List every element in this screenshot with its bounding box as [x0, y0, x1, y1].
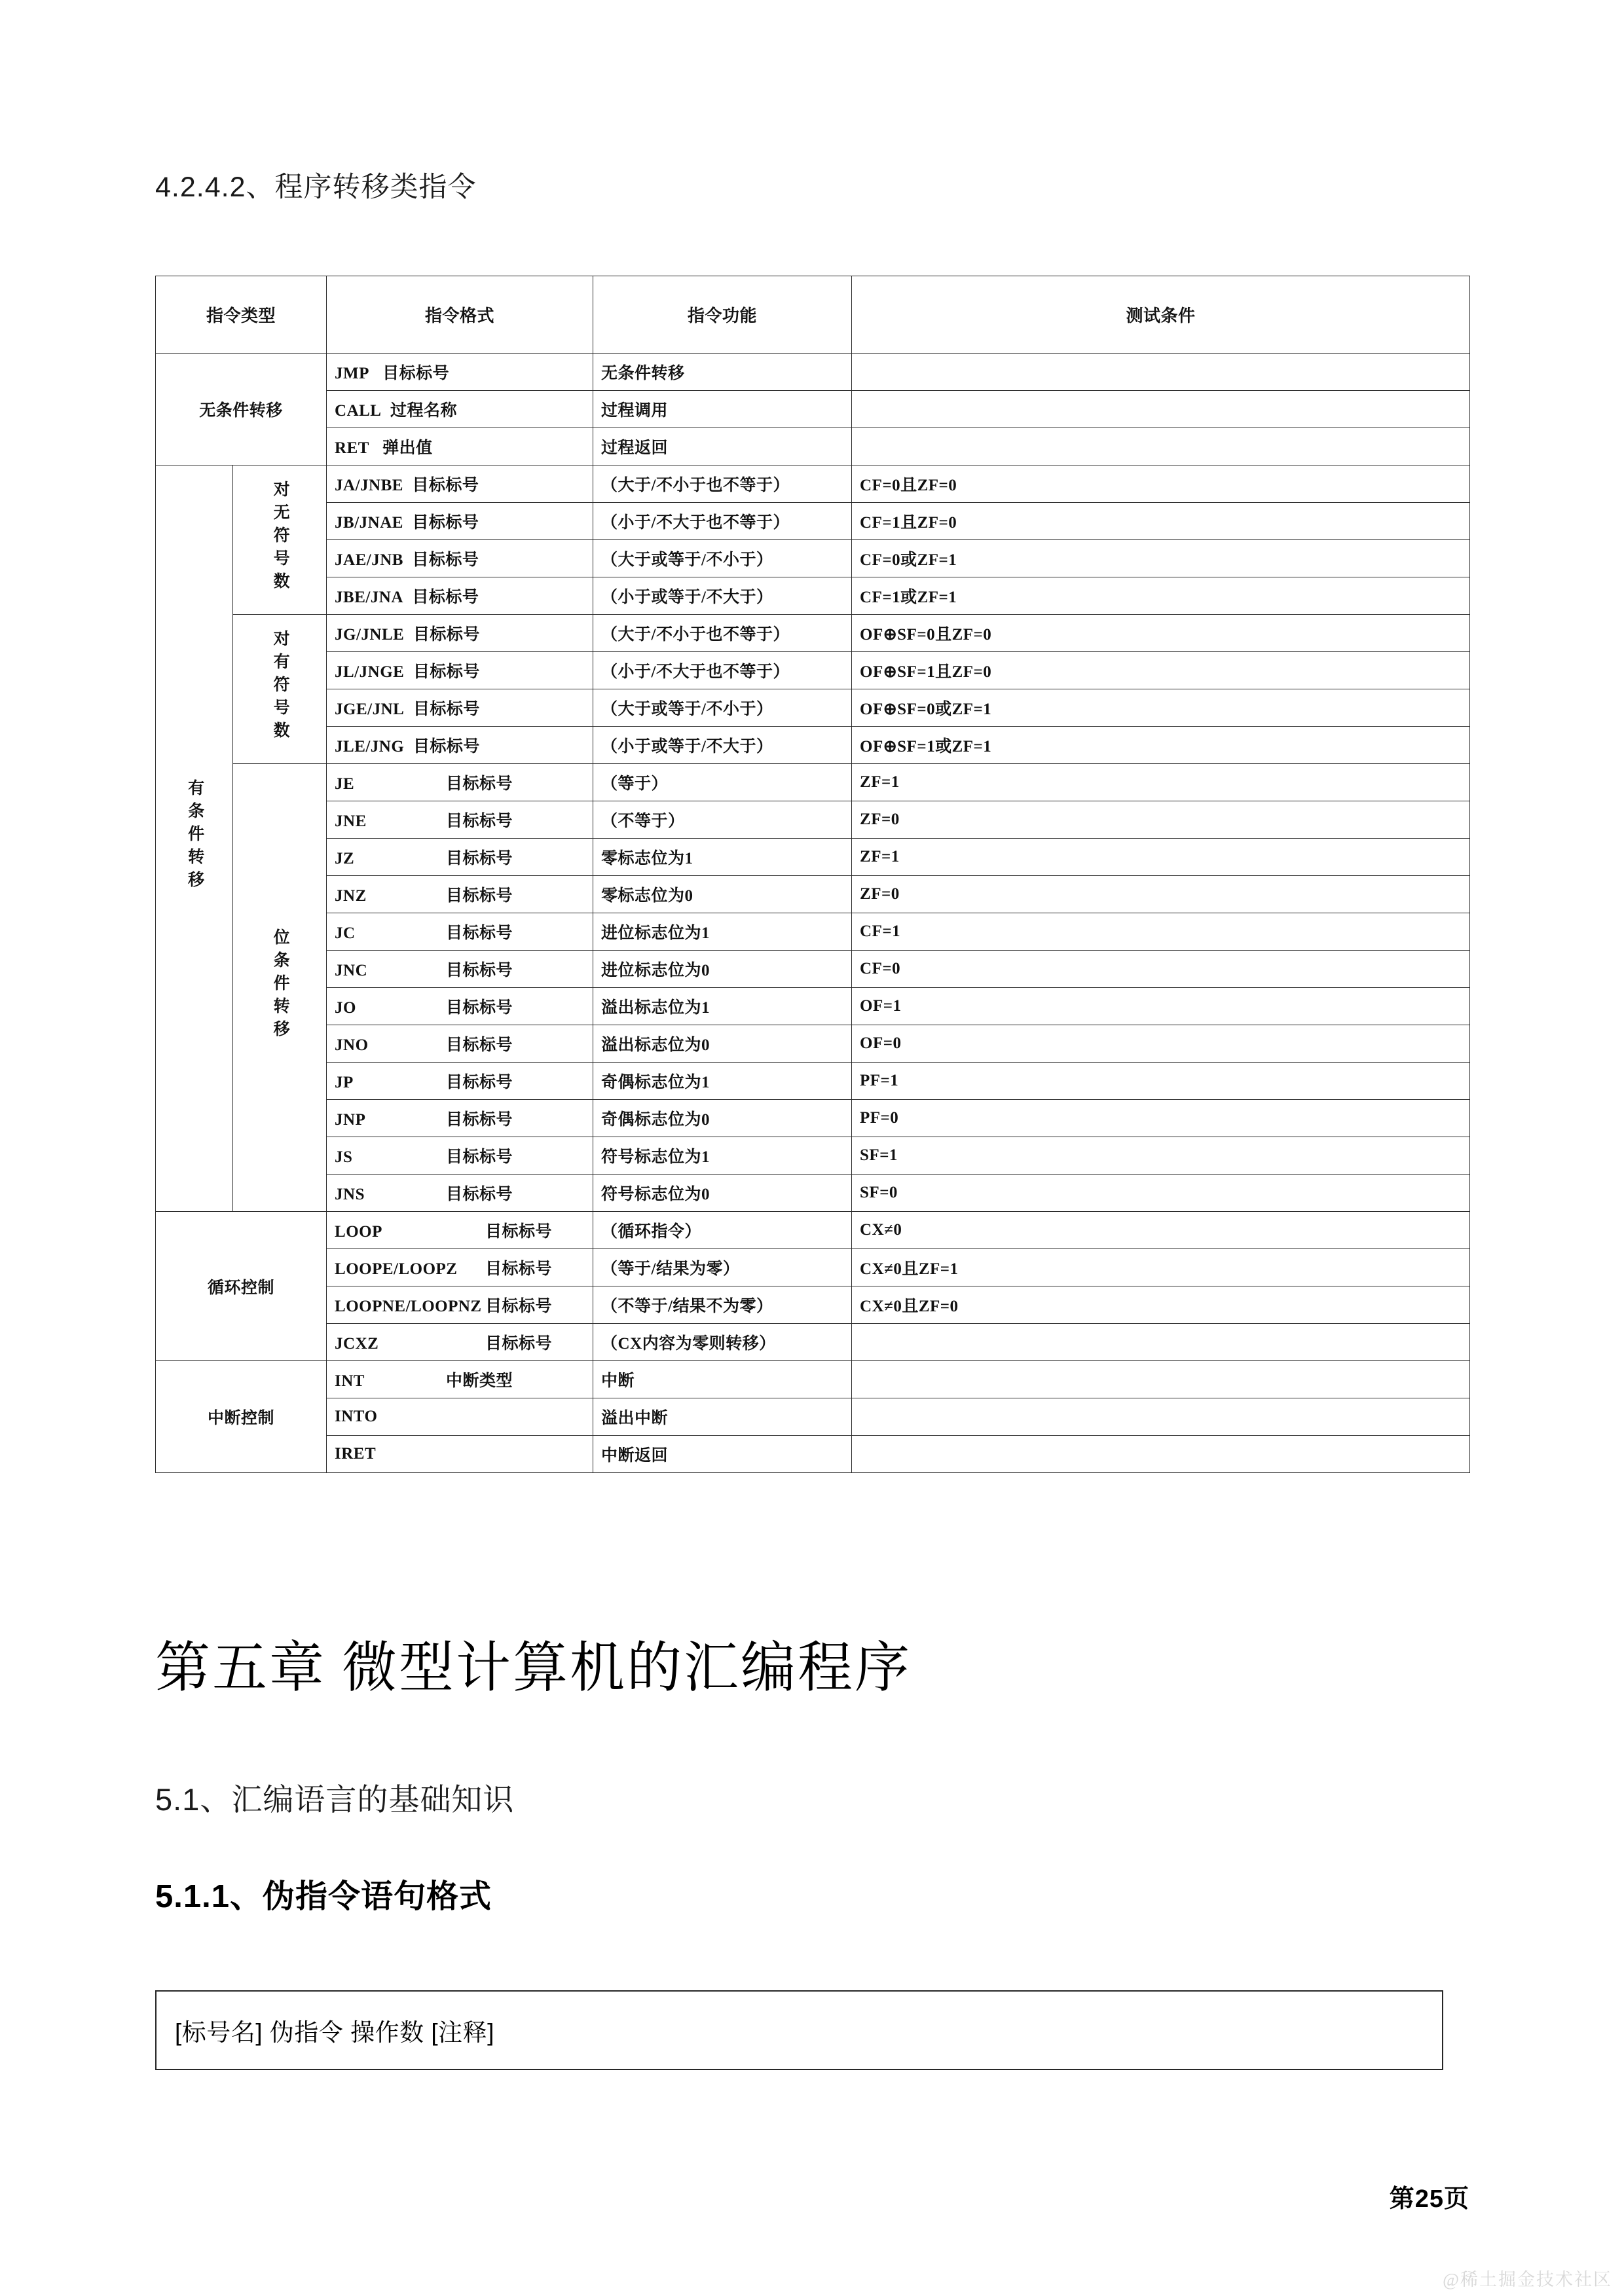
- function-cell: 无条件转移: [593, 354, 852, 391]
- table-row: [156, 1212, 1470, 1249]
- syntax-text: [标号名] 伪指令 操作数 [注释]: [175, 2019, 494, 2046]
- condition-cell: [852, 428, 1470, 465]
- format-cell: [327, 839, 593, 876]
- function-cell: 奇偶标志位为1: [593, 1063, 852, 1100]
- table-row: [156, 876, 1470, 913]
- table-row: [156, 1324, 1470, 1361]
- operand: 目标标号: [446, 887, 513, 905]
- mnemonic: JNZ: [335, 887, 367, 905]
- function-cell: （小于/不大于也不等于）: [593, 503, 852, 540]
- function-cell: 溢出中断: [593, 1398, 852, 1436]
- table-row: [156, 1063, 1470, 1100]
- format-cell: [327, 913, 593, 951]
- format-cell: [327, 951, 593, 988]
- format-cell: [327, 1100, 593, 1137]
- header-cell-format: 指令格式: [327, 276, 593, 354]
- header-cell-type: 指令类型: [156, 276, 327, 354]
- table-row: [156, 540, 1470, 577]
- operand: 目标标号: [413, 663, 480, 681]
- condition-cell: PF=0: [852, 1100, 1470, 1137]
- mnemonic: JNP: [335, 1111, 366, 1129]
- mnemonic: JNE: [335, 812, 367, 830]
- mnemonic: JCXZ: [335, 1335, 379, 1353]
- header-cell-condition: 测试条件: [852, 276, 1470, 354]
- mnemonic: JBE/JNA: [335, 589, 403, 606]
- condition-cell: OF=0: [852, 1025, 1470, 1063]
- function-cell: （循环指令）: [593, 1212, 852, 1249]
- function-cell: （不等于）: [593, 801, 852, 839]
- condition-cell: PF=1: [852, 1063, 1470, 1100]
- condition-cell: CF=0: [852, 951, 1470, 988]
- condition-cell: CF=1或ZF=1: [852, 577, 1470, 615]
- format-cell: [327, 1063, 593, 1100]
- format-cell: [327, 1137, 593, 1175]
- mnemonic: JE: [335, 775, 355, 793]
- format-cell: [327, 540, 593, 577]
- mnemonic: JGE/JNL: [335, 701, 405, 718]
- condition-cell: OF⊕SF=0且ZF=0: [852, 615, 1470, 652]
- operand: 目标标号: [446, 850, 513, 867]
- table-row: [156, 988, 1470, 1025]
- table-row: [156, 615, 1470, 652]
- mnemonic: JB/JNAE: [335, 514, 403, 532]
- format-cell: [327, 354, 593, 391]
- function-cell: （大于/不小于也不等于）: [593, 615, 852, 652]
- condition-cell: ZF=0: [852, 801, 1470, 839]
- condition-cell: CF=1: [852, 913, 1470, 951]
- operand: 目标标号: [413, 738, 480, 756]
- mnemonic: JP: [335, 1074, 354, 1091]
- table-row: [156, 689, 1470, 727]
- mnemonic: JS: [335, 1148, 353, 1166]
- condition-cell: [852, 1436, 1470, 1473]
- mnemonic: JC: [335, 924, 356, 942]
- program-transfer-instruction-table: [155, 276, 1470, 1473]
- mnemonic: RET: [335, 439, 369, 457]
- function-cell: 溢出标志位为0: [593, 1025, 852, 1063]
- table-row: [156, 727, 1470, 764]
- operand: 目标标号: [446, 999, 513, 1017]
- format-cell: [327, 764, 593, 801]
- group-label-interrupt: 中断控制: [156, 1361, 327, 1473]
- table-row: [156, 1100, 1470, 1137]
- table-row: [156, 465, 1470, 503]
- condition-cell: [852, 1324, 1470, 1361]
- operand: 目标标号: [485, 1298, 553, 1315]
- format-cell: [327, 801, 593, 839]
- condition-cell: OF⊕SF=1或ZF=1: [852, 727, 1470, 764]
- chapter-heading: 第五章 微型计算机的汇编程序: [155, 1638, 912, 1699]
- instruction-table-container: [155, 276, 1469, 1473]
- condition-cell: OF⊕SF=1且ZF=0: [852, 652, 1470, 689]
- condition-cell: CX≠0: [852, 1212, 1470, 1249]
- condition-cell: [852, 1361, 1470, 1398]
- table-row: [156, 428, 1470, 465]
- function-cell: 中断: [593, 1361, 852, 1398]
- function-cell: （小于/不大于也不等于）: [593, 652, 852, 689]
- mnemonic: JZ: [335, 850, 355, 867]
- operand: 中断类型: [446, 1372, 513, 1390]
- operand: 目标标号: [446, 1111, 513, 1129]
- operand: 目标标号: [412, 514, 479, 532]
- mnemonic: JO: [335, 999, 356, 1017]
- condition-cell: CF=0且ZF=0: [852, 465, 1470, 503]
- mnemonic: JNC: [335, 962, 368, 979]
- operand: 目标标号: [446, 1148, 513, 1166]
- table-row: [156, 801, 1470, 839]
- table-row: [156, 577, 1470, 615]
- table-row: [156, 391, 1470, 428]
- function-cell: 符号标志位为0: [593, 1175, 852, 1212]
- condition-cell: [852, 391, 1470, 428]
- group-label-unconditional: 无条件转移: [156, 354, 327, 465]
- operand: 目标标号: [485, 1260, 553, 1278]
- function-cell: （CX内容为零则转移）: [593, 1324, 852, 1361]
- condition-cell: CF=1且ZF=0: [852, 503, 1470, 540]
- format-cell: [327, 577, 593, 615]
- operand: 过程名称: [390, 402, 457, 420]
- operand: 目标标号: [485, 1223, 553, 1241]
- mnemonic: JMP: [335, 365, 369, 382]
- function-cell: （小于或等于/不大于）: [593, 577, 852, 615]
- condition-cell: CX≠0且ZF=0: [852, 1286, 1470, 1324]
- section-heading-4242: 4.2.4.2、程序转移类指令: [155, 172, 477, 203]
- format-cell: [327, 1361, 593, 1398]
- condition-cell: ZF=1: [852, 764, 1470, 801]
- condition-cell: OF=1: [852, 988, 1470, 1025]
- watermark: @稀土掘金技术社区: [1443, 2270, 1612, 2289]
- table-row: [156, 354, 1470, 391]
- format-cell: [327, 503, 593, 540]
- table-row: [156, 1361, 1470, 1398]
- group-label-conditional: 有条件转移: [156, 465, 233, 1212]
- function-cell: 零标志位为1: [593, 839, 852, 876]
- mnemonic: JLE/JNG: [335, 738, 405, 756]
- table-row: [156, 764, 1470, 801]
- format-cell: [327, 391, 593, 428]
- function-cell: （等于）: [593, 764, 852, 801]
- table-row: [156, 652, 1470, 689]
- table-row: [156, 503, 1470, 540]
- operand: 目标标号: [413, 701, 480, 718]
- mnemonic: JNO: [335, 1036, 369, 1054]
- group-label-loop: 循环控制: [156, 1212, 327, 1361]
- mnemonic: LOOPNE/LOOPNZ: [335, 1298, 482, 1315]
- format-cell: [327, 988, 593, 1025]
- mnemonic: JNS: [335, 1186, 365, 1203]
- operand: 目标标号: [446, 962, 513, 979]
- condition-cell: ZF=1: [852, 839, 1470, 876]
- condition-cell: CX≠0且ZF=1: [852, 1249, 1470, 1286]
- page-number: 第25页: [1389, 2185, 1469, 2213]
- condition-cell: ZF=0: [852, 876, 1470, 913]
- function-cell: 溢出标志位为1: [593, 988, 852, 1025]
- mnemonic: JAE/JNB: [335, 551, 403, 569]
- format-cell: [327, 1286, 593, 1324]
- function-cell: 符号标志位为1: [593, 1137, 852, 1175]
- operand: 目标标号: [446, 1036, 513, 1054]
- operand: 目标标号: [446, 1074, 513, 1091]
- function-cell: 零标志位为0: [593, 876, 852, 913]
- condition-cell: SF=0: [852, 1175, 1470, 1212]
- header-cell-function: 指令功能: [593, 276, 852, 354]
- operand: 目标标号: [412, 477, 479, 494]
- format-cell: [327, 428, 593, 465]
- function-cell: 奇偶标志位为0: [593, 1100, 852, 1137]
- table-row: [156, 1286, 1470, 1324]
- condition-cell: OF⊕SF=0或ZF=1: [852, 689, 1470, 727]
- table-row: [156, 1249, 1470, 1286]
- format-cell: [327, 689, 593, 727]
- table-row: [156, 1025, 1470, 1063]
- condition-cell: [852, 354, 1470, 391]
- format-cell: [327, 1175, 593, 1212]
- operand: 目标标号: [485, 1335, 553, 1353]
- format-cell: [327, 1398, 593, 1436]
- table-row: [156, 1436, 1470, 1473]
- function-cell: （小于或等于/不大于）: [593, 727, 852, 764]
- function-cell: （大于/不小于也不等于）: [593, 465, 852, 503]
- operand: 弹出值: [382, 439, 433, 457]
- table-row: [156, 913, 1470, 951]
- function-cell: 中断返回: [593, 1436, 852, 1473]
- table-row: [156, 1175, 1470, 1212]
- mnemonic: JL/JNGE: [335, 663, 405, 681]
- mnemonic: LOOP: [335, 1223, 382, 1241]
- table-row: [156, 951, 1470, 988]
- table-row: [156, 839, 1470, 876]
- subgroup-label-unsigned: 对无符号数: [233, 465, 327, 615]
- format-cell: [327, 465, 593, 503]
- format-cell: [327, 652, 593, 689]
- mnemonic: INTO: [335, 1408, 378, 1425]
- function-cell: 进位标志位为1: [593, 913, 852, 951]
- section-heading-51: 5.1、汇编语言的基础知识: [155, 1782, 515, 1817]
- format-cell: [327, 1249, 593, 1286]
- format-cell: [327, 1324, 593, 1361]
- function-cell: （大于或等于/不小于）: [593, 540, 852, 577]
- function-cell: 过程调用: [593, 391, 852, 428]
- format-cell: [327, 1436, 593, 1473]
- operand: 目标标号: [413, 626, 480, 644]
- operand: 目标标号: [446, 775, 513, 793]
- mnemonic: IRET: [335, 1445, 377, 1463]
- function-cell: 过程返回: [593, 428, 852, 465]
- function-cell: （等于/结果为零）: [593, 1249, 852, 1286]
- format-cell: [327, 1212, 593, 1249]
- section-heading-511: 5.1.1、伪指令语句格式: [155, 1879, 492, 1914]
- condition-cell: [852, 1398, 1470, 1436]
- mnemonic: LOOPE/LOOPZ: [335, 1260, 458, 1278]
- function-cell: 进位标志位为0: [593, 951, 852, 988]
- operand: 目标标号: [412, 589, 479, 606]
- subgroup-label-signed: 对有符号数: [233, 615, 327, 764]
- table-row: [156, 1137, 1470, 1175]
- table-header-row: [156, 276, 1470, 354]
- operand: 目标标号: [382, 365, 450, 382]
- operand: 目标标号: [446, 1186, 513, 1203]
- table-row: [156, 1398, 1470, 1436]
- format-cell: [327, 1025, 593, 1063]
- operand: 目标标号: [446, 924, 513, 942]
- subgroup-label-bit: 位条件转移: [233, 764, 327, 1212]
- operand: 目标标号: [446, 812, 513, 830]
- mnemonic: JA/JNBE: [335, 477, 403, 494]
- operand: 目标标号: [412, 551, 479, 569]
- format-cell: [327, 615, 593, 652]
- function-cell: （大于或等于/不小于）: [593, 689, 852, 727]
- pseudo-instruction-syntax-box: [155, 1990, 1443, 2070]
- mnemonic: CALL: [335, 402, 382, 420]
- condition-cell: SF=1: [852, 1137, 1470, 1175]
- condition-cell: CF=0或ZF=1: [852, 540, 1470, 577]
- format-cell: [327, 876, 593, 913]
- format-cell: [327, 727, 593, 764]
- mnemonic: INT: [335, 1372, 365, 1390]
- function-cell: （不等于/结果不为零）: [593, 1286, 852, 1324]
- mnemonic: JG/JNLE: [335, 626, 405, 644]
